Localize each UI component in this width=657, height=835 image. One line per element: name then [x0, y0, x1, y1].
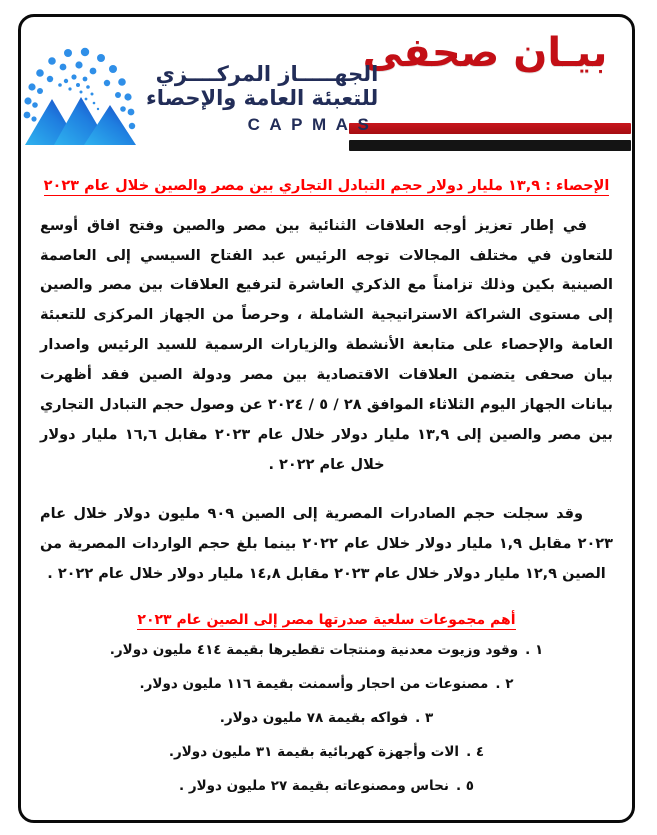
list-item-number: ٢ . — [495, 676, 514, 693]
section-title — [40, 612, 613, 628]
list-item-number: ١ . — [525, 642, 544, 659]
red-rule-bar — [349, 123, 631, 134]
capmas-logo — [22, 40, 379, 158]
list-item-text: نحاس ومصنوعاته بقيمة ٢٧ مليون دولار . — [178, 778, 449, 795]
document-title-text: الإحصاء : ١٣,٩ مليار دولار حجم التبادل التجاري بين مصر والصين خلال عام ٢٠٢٣ — [43, 178, 610, 194]
list-item — [40, 778, 613, 794]
body-paragraph-2: وقد سجلت حجم الصادرات المصرية إلى الصين ٩٠٩ مليون دولار خلال عام ٢٠٢٣ مقابل ١,٩ مليار دولار خلال عام ٢٠٢٢ بينما بلغ حجم الواردات المصرية من الصين ١٢,٩ مليار دولار خلال عام ٢٠٢٣ مقابل ١٤,٨ مليار دولار خلال عام ٢٠٢٢ . — [40, 506, 614, 583]
list-item-text: مصنوعات من احجار وأسمنت بقيمة ١١٦ مليون دولار. — [139, 676, 489, 693]
list-item-number: ٣ . — [415, 710, 434, 727]
list-item-text: الات وأجهزة كهربائية بقيمة ٣١ مليون دولار. — [168, 744, 460, 761]
list-item-number: ٤ . — [466, 744, 485, 761]
document-title — [40, 176, 613, 198]
body-paragraph-1: في إطار تعزيز أوجه العلاقات الثنائية بين مصر والصين وفتح افاق أوسع للتعاون في مختلف المجالات توجه الرئيس عبد الفتاح السيسي إلى العاصمة الصينية بكين وذلك تزامناً مع الذكري العاشرة لترفيع العلاقات بين مصر والصين إلى مستوى الشراكة الاستراتيجية الشاملة ، وحرصاً من الجهاز المركزى للتعبئة العامة والإحصاء على متابعة الأنشطة والزيارات الرسمية للسيد الرئيس واصدار بيان صحفى يتضمن العلاقات الاقتصادية بين مصر ودولة الصين فقد أظهرت بيانات الجهاز اليوم الثلاثاء الموافق ٢٨ / ٥ / ٢٠٢٤ عن وصول حجم التبادل التجاري بين مصر والصين إلى ١٣,٩ مليار دولار خلال عام ٢٠٢٣ مقابل ١٦,٦ مليار دولار خلال عام ٢٠٢٢ . — [40, 217, 613, 473]
list-item — [40, 642, 613, 658]
capmas-pyramid-logo-icon — [22, 47, 140, 152]
list-item — [40, 744, 613, 760]
capmas-logo-wordmark — [146, 63, 378, 134]
page-content — [18, 14, 635, 823]
capmas-name-line-1: الجهـــــاز المركــــزي — [155, 62, 379, 87]
list-item — [40, 710, 613, 726]
list-item-text: فواكه بقيمة ٧٨ مليون دولار. — [219, 710, 409, 727]
list-item-number: ٥ . — [455, 778, 475, 795]
list-item-text: وقود وزيوت معدنية ومنتجات تقطيرها بقيمة ٤١٤ مليون دولار. — [109, 642, 519, 659]
masthead — [18, 14, 635, 164]
capmas-name-line-2: للتعبئة العامة والإحصاء — [146, 86, 379, 110]
capmas-acronym: CAPMAS — [247, 114, 379, 134]
banner-title: بيـان صحفى — [362, 30, 608, 76]
commodity-group-list — [40, 642, 613, 794]
list-item — [40, 676, 613, 692]
section-title-text: أهم مجموعات سلعية صدرتها مصر إلى الصين عام ٢٠٢٣ — [137, 612, 516, 629]
press-release-banner — [341, 32, 629, 74]
black-rule-bar — [349, 140, 631, 151]
